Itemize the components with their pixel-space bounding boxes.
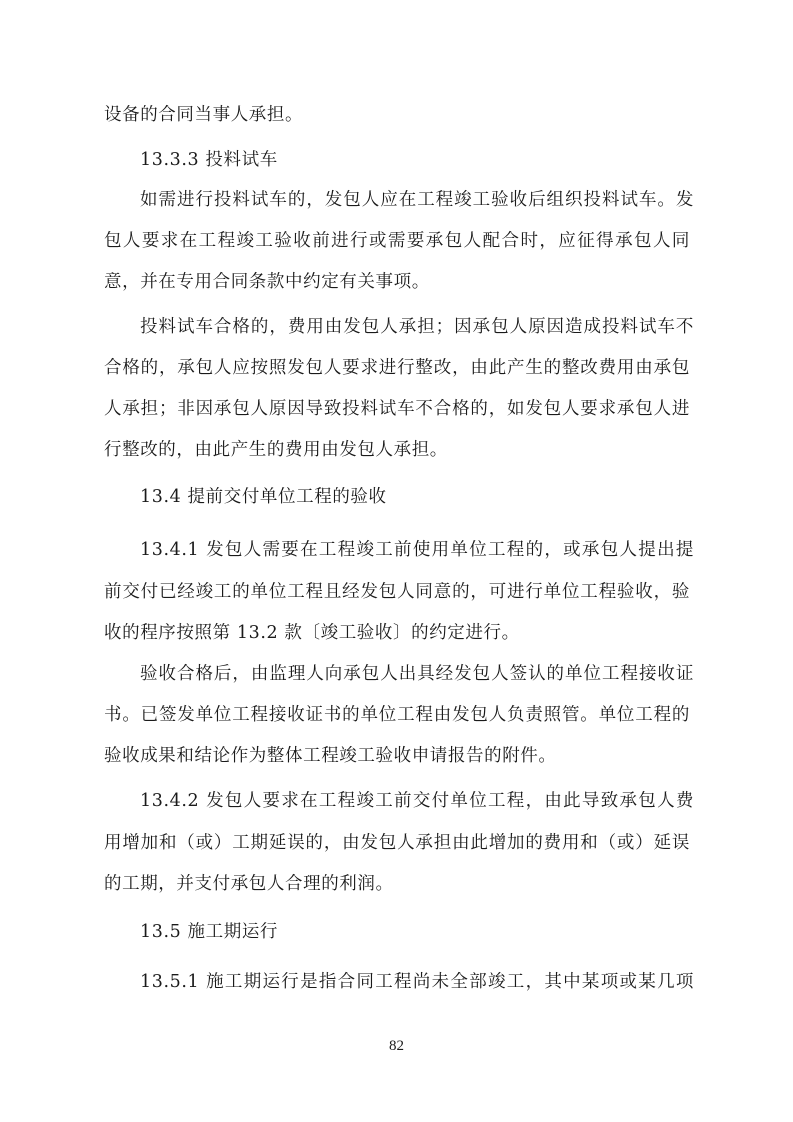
text-line: 书。已签发单位工程接收证书的单位工程由发包人负责照管。单位工程的 [104, 705, 690, 725]
text-line: 收的程序按照第 13.2 款〔竣工验收〕的约定进行。 [104, 623, 520, 643]
text-line: 前交付已经竣工的单位工程且经发包人同意的，可进行单位工程验收，验 [104, 582, 690, 602]
text-line: 如需进行投料试车的，发包人应在工程竣工验收后组织投料试车。发 [140, 190, 694, 210]
text-line: 验收成果和结论作为整体工程竣工验收申请报告的附件。 [104, 746, 557, 766]
section-heading: 13.4 提前交付单位工程的验收 [140, 487, 387, 507]
text-line: 用增加和（或）工期延误的，由发包人承担由此增加的费用和（或）延误 [104, 833, 690, 853]
text-line: 行整改的，由此产生的费用由发包人承担。 [104, 440, 448, 460]
section-heading: 13.5 施工期运行 [140, 922, 279, 942]
section-heading: 13.3.3 投料试车 [140, 150, 278, 170]
text-line: 合格的，承包人应按照发包人要求进行整改，由此产生的整改费用由承包 [104, 358, 690, 378]
text-line: 投料试车合格的，费用由发包人承担；因承包人原因造成投料试车不 [140, 317, 694, 337]
text-line: 设备的合同当事人承担。 [104, 105, 304, 125]
text-line: 人承担；非因承包人原因导致投料试车不合格的，如发包人要求承包人进 [104, 399, 690, 419]
text-line: 包人要求在工程竣工验收前进行或需要承包人配合时，应征得承包人同 [104, 231, 690, 251]
text-line: 的工期，并支付承包人合理的利润。 [104, 874, 394, 894]
text-line: 验收合格后，由监理人向承包人出具经发包人签认的单位工程接收证 [140, 664, 694, 684]
text-line: 13.4.1 发包人需要在工程竣工前使用单位工程的，或承包人提出提 [140, 540, 694, 560]
text-line: 13.5.1 施工期运行是指合同工程尚未全部竣工，其中某项或某几项 [140, 972, 694, 992]
text-line: 13.4.2 发包人要求在工程竣工前交付单位工程，由此导致承包人费 [140, 791, 694, 811]
text-line: 意，并在专用合同条款中约定有关事项。 [104, 272, 430, 292]
page-number: 82 [389, 1038, 404, 1054]
